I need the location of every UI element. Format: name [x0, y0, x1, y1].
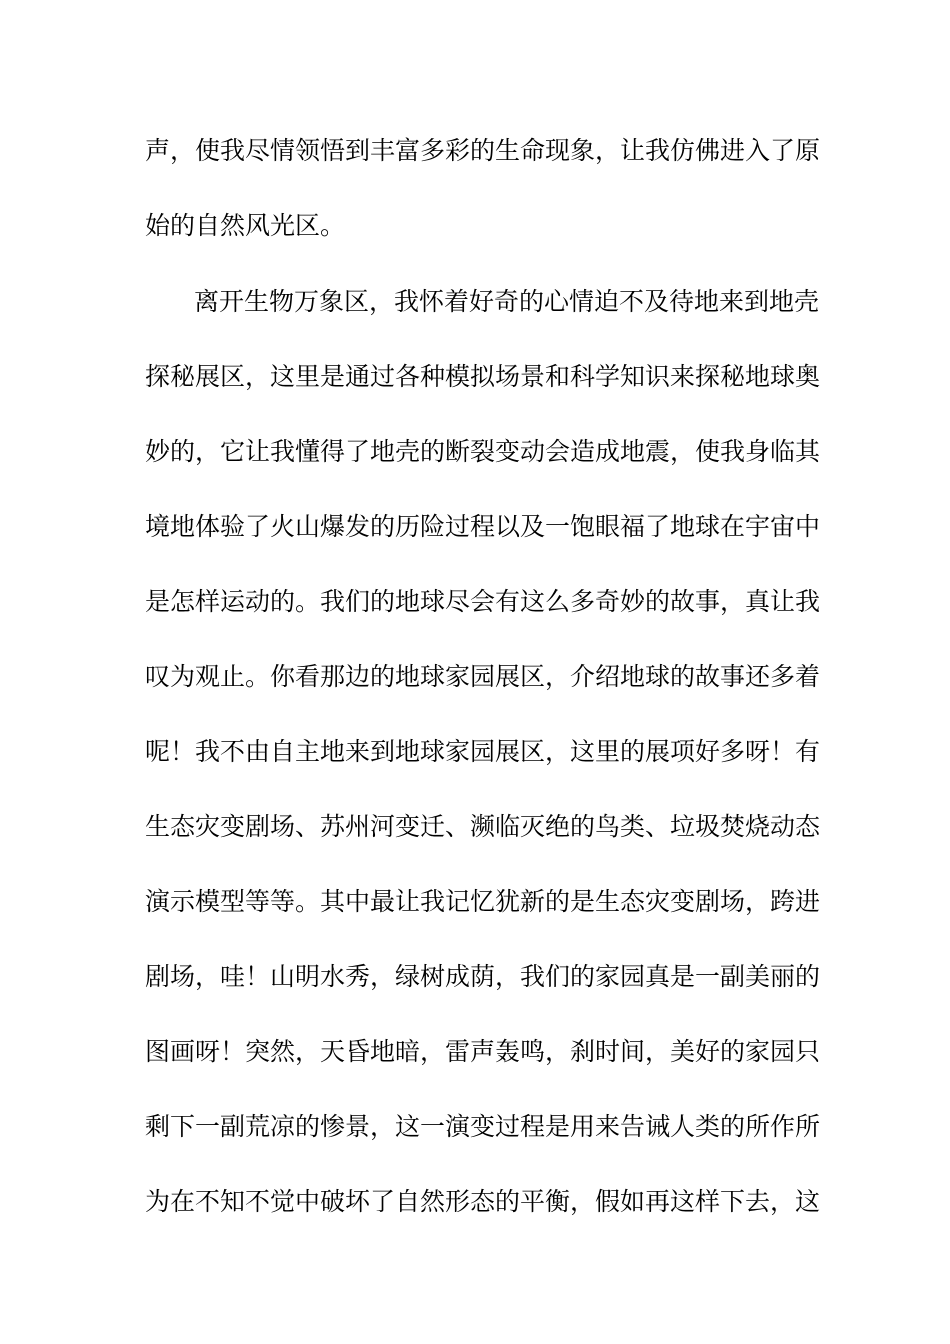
text-line: 呢！我不由自主地来到地球家园展区，这里的展项好多呀！有	[145, 737, 821, 766]
text-line: 图画呀！突然，天昏地暗，雷声轰鸣，刹时间，美好的家园只	[145, 1037, 821, 1066]
text-line: 演示模型等等。其中最让我记忆犹新的是生态灾变剧场，跨进	[145, 887, 821, 916]
text-line: 为在不知不觉中破坏了自然形态的平衡，假如再这样下去，这	[145, 1187, 821, 1216]
text-line: 叹为观止。你看那边的地球家园展区，介绍地球的故事还多着	[145, 662, 821, 691]
text-line: 探秘展区，这里是通过各种模拟场景和科学知识来探秘地球奥	[145, 362, 821, 391]
text-line: 生态灾变剧场、苏州河变迁、濒临灭绝的鸟类、垃圾焚烧动态	[145, 812, 821, 841]
paragraph-start-line: 离开生物万象区，我怀着好奇的心情迫不及待地来到地壳	[194, 287, 820, 316]
text-line: 是怎样运动的。我们的地球尽会有这么多奇妙的故事，真让我	[145, 587, 821, 616]
text-line: 声，使我尽情领悟到丰富多彩的生命现象，让我仿佛进入了原	[145, 136, 821, 165]
text-line: 始的自然风光区。	[145, 211, 346, 240]
text-line: 剩下一副荒凉的惨景，这一演变过程是用来告诫人类的所作所	[145, 1112, 821, 1141]
text-line: 妙的，它让我懂得了地壳的断裂变动会造成地震，使我身临其	[145, 437, 821, 466]
text-line: 境地体验了火山爆发的历险过程以及一饱眼福了地球在宇宙中	[145, 512, 821, 541]
text-line: 剧场，哇！山明水秀，绿树成荫，我们的家园真是一副美丽的	[145, 962, 821, 991]
